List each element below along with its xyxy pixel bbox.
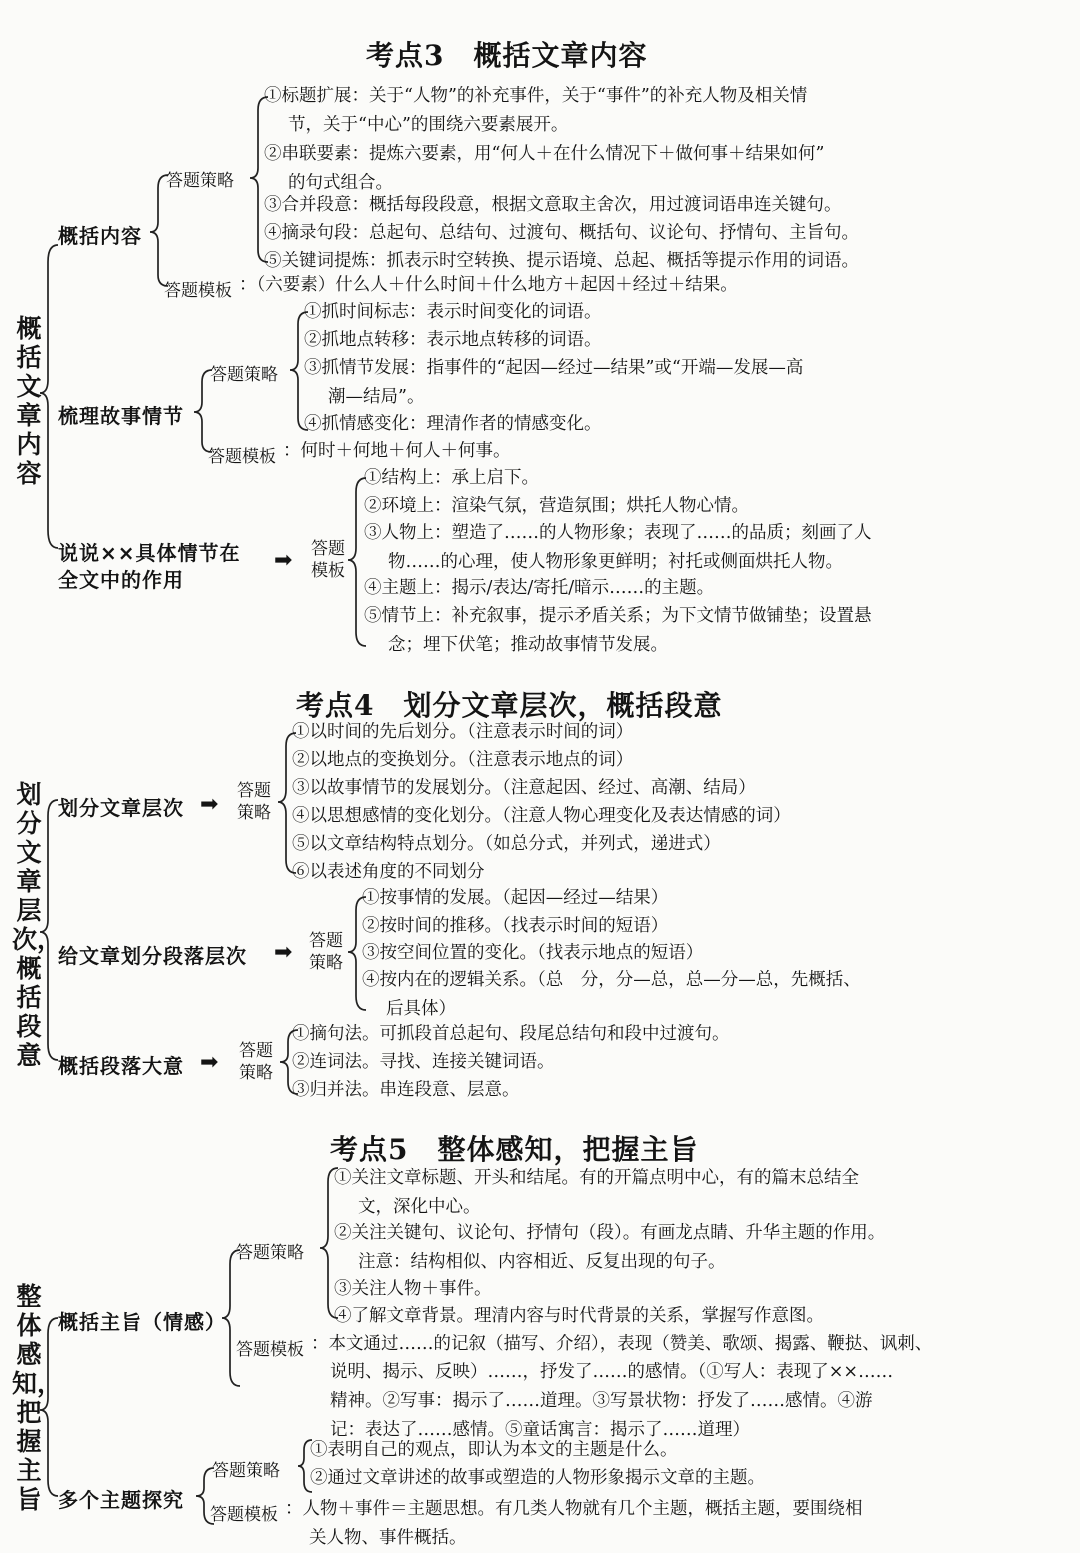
s4-b3-strategy-item: ①摘句法。可抓段首总起句、段尾总结句和段中过渡句。 (292, 1024, 730, 1044)
s3-b1-template-text: ：（六要素）什么人＋什么时间＋什么地方＋起因＋经过＋结果。 (239, 275, 738, 295)
s3-b1-strategy-item: ①标题扩展：关于“人物”的补充事件，关于“事件”的补充人物及相关情 节，关于“中心”的围绕六要素展开。 (264, 86, 808, 135)
s5-b1-template-label: 答题模板 (236, 1340, 304, 1360)
s5-b1-strategy-item: ②关注关键句、议论句、抒情句（段）。有画龙点睛、升华主题的作用。 注意：结构相似、内容相近、反复出现的句子。 (334, 1223, 886, 1272)
s3-b3-template-label: 答题模板 (311, 539, 345, 581)
s5-b1-template-text: ：本文通过……的记叙（描写、介绍），表现（赞美、歌颂、揭露、鞭挞、讽刺、 (311, 1334, 933, 1354)
s4-b3-label: 概括段落大意 (58, 1054, 184, 1078)
s3-b3-label-line1: 说说××具体情节在 (58, 541, 241, 565)
b1-brace (150, 175, 168, 286)
s3-b2-strategy-item: ④抓情感变化：理清作者的情感变化。 (304, 414, 602, 434)
section4-title: 考点4 划分文章层次，概括段意 (296, 689, 723, 722)
s4-b1-strategy-item: ⑤以文章结构特点划分。（如总分式，并列式，递进式） (292, 834, 721, 854)
section4-vertical-title: 划分文章层次，概括段意 (12, 780, 63, 1070)
s3-b3-template-item: ⑤情节上：补充叙事，提示矛盾关系；为下文情节做铺垫；设置悬 念；埋下伏笔；推动故事情节发展。 (364, 606, 872, 655)
s4-b1-strategy-item: ⑥以表述角度的不同划分 (292, 862, 485, 882)
s3-b2-strategy-item: ③抓情节发展：指事件的“起因—经过—结果”或“开端—发展—高 潮—结局”。 (304, 358, 804, 407)
s4-b3-strategy-item: ③归并法。串连段意、层意。 (292, 1080, 520, 1100)
s5-b1-strategy-item: ④了解文章背景。理清内容与时代背景的关系，掌握写作意图。 (334, 1306, 824, 1326)
section3-title: 考点3 概括文章内容 (366, 39, 648, 72)
s4-b3-strategy-item: ②连词法。寻找、连接关键词语。 (292, 1052, 555, 1072)
s5-b1-strategy-item: ①关注文章标题、开头和结尾。有的开篇点明中心，有的篇末总结全 文，深化中心。 (334, 1168, 859, 1217)
s3-b2-label: 梳理故事情节 (58, 404, 184, 428)
s4-b1-strategy-item: ③以故事情节的发展划分。（注意起因、经过、高潮、结局） (292, 778, 756, 798)
s4-b1-label: 划分文章层次 (58, 796, 184, 820)
s4-b3-strategy-label: 答题策略 (239, 1041, 273, 1083)
s3-b2-strategy-label: 答题策略 (210, 365, 278, 385)
s4-b2-label: 给文章划分段落层次 (58, 944, 247, 968)
section5-title: 考点5 整体感知，把握主旨 (330, 1133, 699, 1166)
s4-b2-strategy-item: ④按内在的逻辑关系。（总 分，分—总，总—分—总，先概括、 后具体） (362, 970, 861, 1019)
s3-b2-strategy-item: ②抓地点转移：表示地点转移的词语。 (304, 330, 602, 350)
s3-b3-template-item: ③人物上：塑造了……的人物形象；表现了……的品质；刻画了人 物……的心理，使人物形象更鲜明；衬托或侧面烘托人物。 (364, 523, 872, 572)
s4-b1-strategy-item: ②以地点的变换划分。（注意表示地点的词） (292, 750, 634, 770)
s4-b1-strategy-item: ①以时间的先后划分。（注意表示时间的词） (292, 722, 634, 742)
s3-b1-strategy-label: 答题策略 (166, 171, 234, 191)
s5-b2-strategy-label: 答题策略 (212, 1461, 280, 1481)
section5-vertical-title: 整体感知，把握主旨 (12, 1282, 63, 1514)
s5-b2-template-label: 答题模板 (210, 1505, 278, 1525)
s3-b1-template-label: 答题模板 (164, 281, 232, 301)
s3-b2-template-label: 答题模板 (208, 447, 276, 467)
s3-b3-label-line2: 全文中的作用 (58, 568, 184, 592)
section3-vertical-title: 概括文章内容 (16, 314, 42, 488)
s5-b1-template-text: 说明、揭示、反映）……，抒发了……的感情。（①写人：表现了××…… 精神。②写事：揭示了……道理。③写景状物：抒发了……感情。④游 记：表达了……感情。⑤童话寓言：揭示了……道理） (330, 1362, 894, 1440)
s3-b3-template-item: ②环境上：渲染气氛，营造氛围；烘托人物心情。 (364, 496, 749, 516)
s5-b2-strategy-item: ②通过文章讲述的故事或塑造的人物形象揭示文章的主题。 (310, 1468, 765, 1488)
s5-b1-strategy-label: 答题策略 (236, 1243, 304, 1263)
s4-b2-strategy-label: 答题策略 (309, 931, 343, 973)
s5-b1-strategy-item: ③关注人物＋事件。 (334, 1279, 492, 1299)
arrow-right-icon: ➡ (200, 792, 219, 817)
s3-b1-strategy-item: ⑤关键词提炼：抓表示时空转换、提示语境、总起、概括等提示作用的词语。 (264, 251, 859, 271)
s4-b1-strategy-label: 答题策略 (237, 781, 271, 823)
arrow-right-icon: ➡ (274, 940, 293, 965)
s3-b1-strategy-item: ③合并段意：概括每段段意，根据文意取主舍次，用过渡词语串连关键句。 (264, 195, 842, 215)
s4-b2-strategy-item: ②按时间的推移。（找表示时间的短语） (362, 916, 669, 936)
arrow-right-icon: ➡ (274, 548, 293, 573)
s3-b2-strategy-item: ①抓时间标志：表示时间变化的词语。 (304, 302, 602, 322)
arrow-right-icon: ➡ (200, 1050, 219, 1075)
s5-b2-label: 多个主题探究 (58, 1488, 184, 1512)
s3-b2-template-text: ：何时＋何地＋何人＋何事。 (283, 441, 511, 461)
s4-b2-strategy-item: ①按事情的发展。（起因—经过—结果） (362, 888, 669, 908)
s5-b2-strategy-item: ①表明自己的观点，即认为本文的主题是什么。 (310, 1440, 678, 1460)
s3-b1-strategy-item: ②串联要素：提炼六要素，用“何人＋在什么情况下＋做何事＋结果如何” 的句式组合。 (264, 144, 825, 193)
s5-b1-label: 概括主旨（情感） (58, 1310, 226, 1334)
s3-b1-label: 概括内容 (58, 224, 142, 248)
s3-b1-strategy-item: ④摘录句段：总起句、总结句、过渡句、概括句、议论句、抒情句、主旨句。 (264, 223, 859, 243)
s5-b2-template-text: ：人物＋事件＝主题思想。有几类人物就有几个主题，概括主题，要围绕相 关人物、事件概括。 (285, 1499, 863, 1548)
s4-b2-strategy-item: ③按空间位置的变化。（找表示地点的短语） (362, 943, 704, 963)
s3-b3-template-item: ④主题上：揭示/表达/寄托/暗示……的主题。 (364, 578, 715, 598)
s4-b1-strategy-item: ④以思想感情的变化划分。（注意人物心理变化及表达情感的词） (292, 806, 791, 826)
s3-b3-template-item: ①结构上：承上启下。 (364, 468, 539, 488)
